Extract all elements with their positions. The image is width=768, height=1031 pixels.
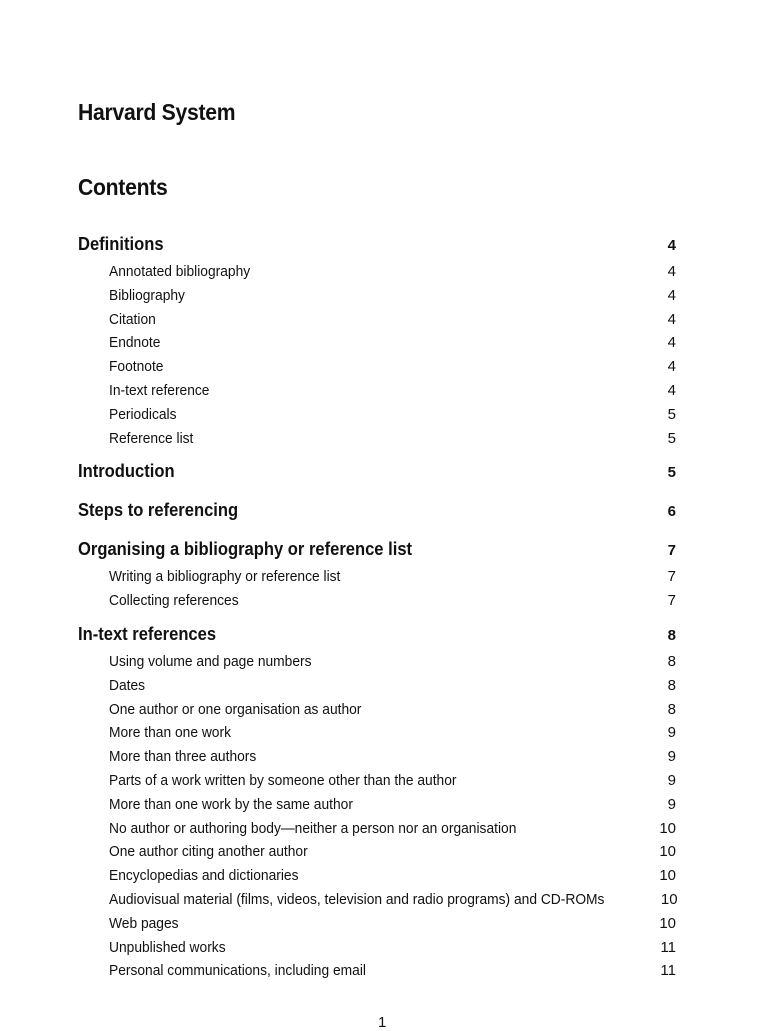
toc-section-page: 8 — [667, 626, 676, 644]
page-number: 1 — [378, 1014, 387, 1031]
toc-subsection-title: Unpublished works — [109, 938, 226, 956]
toc-section-title: In-text references — [78, 623, 217, 644]
toc-subsection-entry[interactable] — [78, 888, 676, 912]
spacer — [78, 613, 676, 622]
toc-subsection-title: Using volume and page numbers — [109, 652, 312, 670]
toc-section — [78, 232, 676, 459]
toc-subsection-entry[interactable] — [78, 589, 676, 613]
toc-subsection-title: In-text reference — [109, 381, 210, 399]
toc-subsection-page: 4 — [667, 286, 676, 304]
toc-subsection-entry[interactable] — [78, 284, 676, 308]
toc-subsection-entry[interactable] — [78, 793, 676, 817]
toc-subsection-page: 10 — [660, 890, 678, 908]
toc-subsection-page: 8 — [667, 652, 676, 670]
toc-section — [78, 537, 676, 622]
toc-section-page: 5 — [667, 464, 676, 482]
toc-subsection-page: 4 — [667, 310, 676, 328]
toc-subsection-page: 8 — [667, 676, 676, 694]
toc-subsection-title: Endnote — [109, 334, 161, 352]
toc-section-title: Definitions — [78, 234, 164, 254]
toc-section-page: 7 — [667, 542, 676, 560]
toc-subsection-title: More than one work — [109, 724, 231, 742]
toc-subsection-list — [78, 650, 676, 983]
toc-section-page: 6 — [667, 503, 676, 521]
toc-subsection-entry[interactable] — [78, 721, 676, 745]
toc-subsection-title: Citation — [109, 310, 156, 328]
toc-subsection-title: More than three authors — [109, 748, 257, 766]
toc-subsection-page: 9 — [667, 724, 676, 742]
toc-subsection-entry[interactable] — [78, 565, 676, 589]
toc-subsection-title: More than one work by the same author — [109, 795, 353, 813]
toc-subsection-page: 10 — [659, 914, 676, 932]
toc-subsection-entry[interactable] — [78, 403, 676, 427]
toc-subsection-entry[interactable] — [78, 308, 676, 332]
toc-subsection-entry[interactable] — [78, 650, 676, 674]
toc-section-title: Organising a bibliography or reference list — [78, 539, 413, 560]
toc-subsection-title: Personal communications, including email — [109, 962, 366, 980]
toc-subsection-list — [78, 565, 676, 613]
toc-section-entry[interactable] — [78, 622, 676, 646]
spacer — [78, 983, 676, 992]
toc-section — [78, 459, 676, 498]
toc-section-page: 4 — [667, 237, 676, 254]
toc-section — [78, 498, 676, 537]
toc-subsection-page: 4 — [667, 334, 676, 352]
toc-section-title: Steps to referencing — [78, 500, 239, 521]
toc-subsection-entry[interactable] — [78, 427, 676, 451]
toc-subsection-entry[interactable] — [78, 840, 676, 864]
toc-subsection-title: Writing a bibliography or reference list — [109, 568, 341, 586]
toc-subsection-page: 5 — [667, 405, 676, 423]
toc-subsection-entry[interactable] — [78, 959, 676, 983]
toc-subsection-title: Reference list — [109, 429, 194, 447]
toc-subsection-page: 11 — [660, 938, 676, 956]
toc-subsection-title: Encyclopedias and dictionaries — [109, 867, 299, 885]
toc-subsection-entry[interactable] — [78, 912, 676, 936]
toc-subsection-page: 7 — [667, 568, 676, 586]
toc-subsection-page: 10 — [659, 819, 676, 837]
toc-subsection-page: 9 — [667, 748, 676, 766]
toc-subsection-entry[interactable] — [78, 817, 676, 841]
toc-subsection-title: No author or authoring body—neither a person nor an organisation — [109, 819, 517, 837]
toc-subsection-entry[interactable] — [78, 260, 676, 284]
toc-section-title: Introduction — [78, 461, 175, 482]
toc-subsection-entry[interactable] — [78, 698, 676, 722]
toc-subsection-entry[interactable] — [78, 769, 676, 793]
toc-subsection-title: Footnote — [109, 358, 164, 376]
toc-section-entry[interactable] — [78, 498, 676, 522]
spacer — [78, 522, 676, 537]
toc-subsection-page: 5 — [667, 429, 676, 447]
table-of-contents — [78, 232, 676, 992]
toc-subsection-entry[interactable] — [78, 745, 676, 769]
toc-subsection-list — [78, 260, 676, 450]
toc-subsection-title: One author or one organisation as author — [109, 700, 362, 718]
toc-subsection-title: One author citing another author — [109, 843, 308, 861]
toc-subsection-entry[interactable] — [78, 864, 676, 888]
toc-subsection-title: Web pages — [109, 914, 179, 932]
toc-section-entry[interactable] — [78, 537, 676, 561]
document-title: Harvard System — [78, 99, 236, 125]
toc-section-entry[interactable] — [78, 232, 676, 256]
toc-subsection-page: 8 — [667, 700, 676, 718]
spacer — [78, 483, 676, 498]
toc-subsection-entry[interactable] — [78, 355, 676, 379]
toc-subsection-entry[interactable] — [78, 936, 676, 960]
toc-subsection-entry[interactable] — [78, 379, 676, 403]
spacer — [78, 450, 676, 459]
toc-subsection-page: 9 — [667, 795, 676, 813]
toc-subsection-page: 9 — [667, 771, 676, 789]
toc-subsection-page: 10 — [659, 843, 676, 861]
toc-subsection-title: Annotated bibliography — [109, 263, 251, 280]
toc-subsection-page: 4 — [667, 381, 676, 399]
toc-subsection-page: 10 — [659, 867, 676, 885]
toc-subsection-page: 4 — [667, 263, 676, 280]
toc-subsection-entry[interactable] — [78, 674, 676, 698]
toc-subsection-title: Collecting references — [109, 592, 239, 610]
toc-subsection-page: 4 — [667, 358, 676, 376]
toc-subsection-title: Dates — [109, 676, 146, 694]
toc-subsection-entry[interactable] — [78, 331, 676, 355]
toc-subsection-page: 7 — [667, 592, 676, 610]
toc-section — [78, 622, 676, 992]
toc-subsection-title: Bibliography — [109, 286, 185, 304]
toc-subsection-page: 11 — [660, 962, 676, 980]
contents-heading: Contents — [78, 174, 168, 200]
toc-subsection-title: Parts of a work written by someone other than the author — [109, 771, 457, 789]
toc-subsection-title: Audiovisual material (films, videos, television and radio programs) and CD-ROMs — [109, 890, 605, 908]
toc-subsection-title: Periodicals — [109, 405, 177, 423]
toc-section-entry[interactable] — [78, 459, 676, 483]
